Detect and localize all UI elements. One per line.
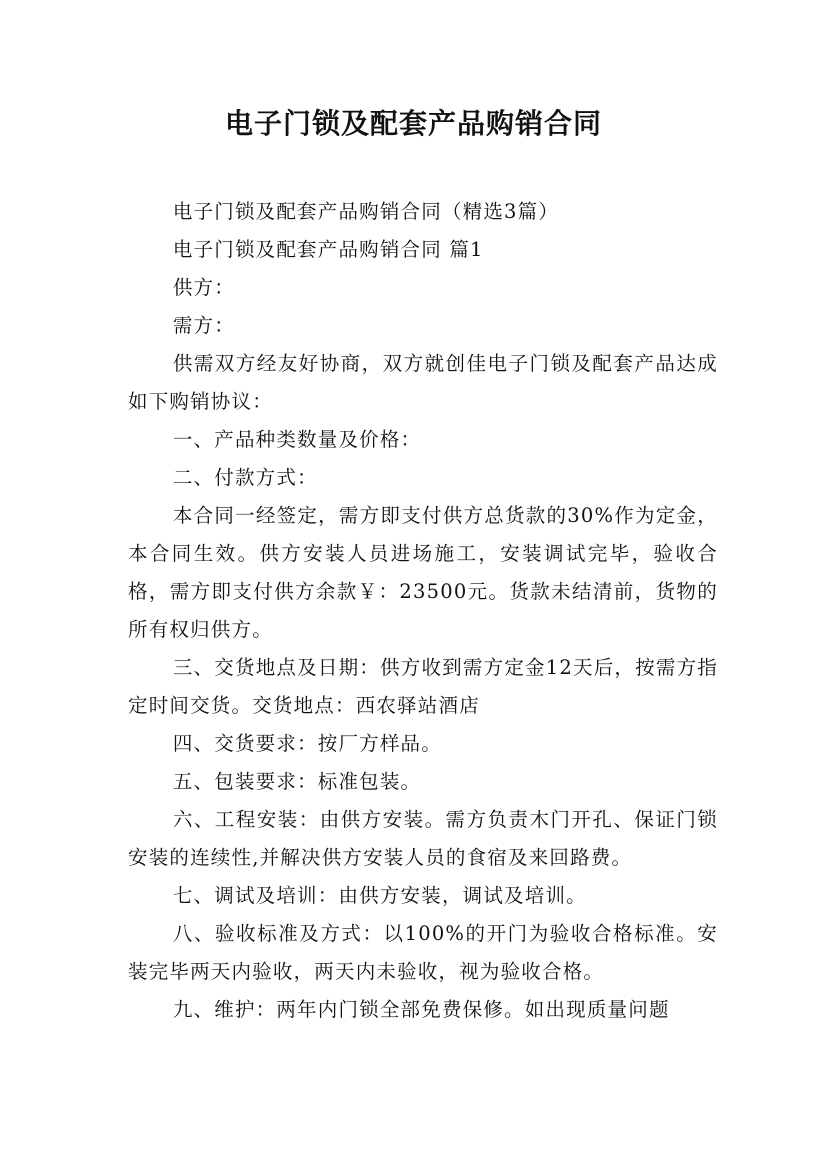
paragraph-clause-9: 九、维护：两年内门锁全部免费保修。如出现质量问题 [172,998,670,1021]
paragraph-clause-6: 六、工程安装：由供方安装。需方负责木门开孔、保证门锁安装的连续性,并解决供方安装人员的食宿及来回路费。 [128,808,718,869]
paragraph-intro: 供需双方经友好协商，双方就创佳电子门锁及配套产品达成如下购销协议： [128,352,718,413]
paragraph-buyer: 需方： [172,314,235,337]
paragraph-clause-1: 一、产品种类数量及价格： [172,428,422,451]
paragraph-payment-terms: 本合同一经签定，需方即支付供方总货款的30%作为定金，本合同生效。供方安装人员进场施工，安装调试完毕，验收合格，需方即支付供方余款￥：23500元。货款未结清前，货物的所有权归供方。 [128,504,718,641]
document-body [128,193,718,1029]
paragraph-clause-8: 八、验收标准及方式：以100%的开门为验收合格标准。安装完毕两天内验收，两天内未验收，视为验收合格。 [128,922,718,983]
paragraph-clause-5: 五、包装要求：标准包装。 [172,770,422,793]
paragraph-clause-7: 七、调试及培训：由供方安装，调试及培训。 [172,884,587,907]
paragraph-clause-3: 三、交货地点及日期：供方收到需方定金12天后，按需方指定时间交货。交货地点：西农驿站酒店 [128,656,718,717]
paragraph-clause-4: 四、交货要求：按厂方样品。 [172,732,442,755]
paragraph-clause-2: 二、付款方式： [172,466,318,489]
paragraph-supplier: 供方： [172,276,235,299]
document-title: 电子门锁及配套产品购销合同 [224,107,602,140]
paragraph-subtitle: 电子门锁及配套产品购销合同（精选3篇） [172,200,560,223]
paragraph-section-heading: 电子门锁及配套产品购销合同 篇1 [172,238,484,261]
